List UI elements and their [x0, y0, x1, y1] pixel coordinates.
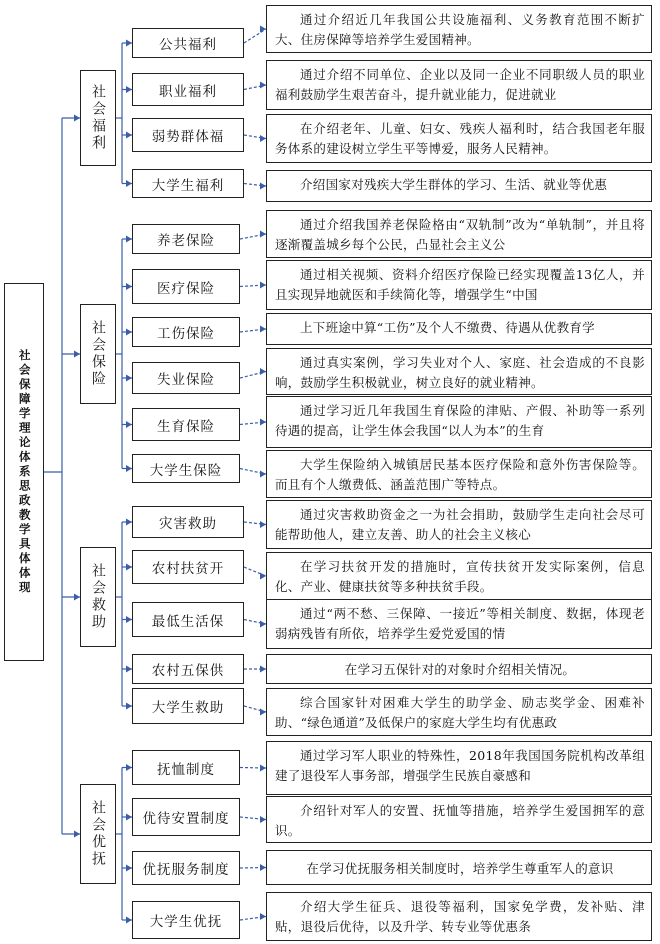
- item-box: [132, 362, 240, 394]
- item-box: [132, 28, 244, 58]
- description-text: 在学习优抚服务相关制度时，培养学生尊重军人的意识: [266, 850, 652, 885]
- item-label: 失业保险: [157, 372, 215, 388]
- description-text: 通过“两不愁、三保障、一接近”等相关制度、数据，体现老弱病残皆有所依，培养学生爱党爱国的情: [266, 599, 652, 649]
- item-box: [132, 506, 244, 538]
- item-box: [132, 550, 244, 584]
- item-label: 优抚服务制度: [142, 862, 230, 878]
- item-box: [132, 851, 240, 885]
- description-text: 通过学习近几年我国生育保险的津贴、产假、补助等一系列待遇的提高，让学生体会我国“以人为本”的生育: [266, 396, 652, 448]
- description-text: 通过相关视频、资料介绍医疗保险已经实现覆盖13亿人，并且实现异地就医和手续简化等，增强学生“中国: [266, 260, 652, 310]
- item-label: 大学生救助: [151, 700, 225, 716]
- category-label: 社会福利: [90, 84, 106, 152]
- description-text: 通过介绍我国养老保险格由“双轨制”改为“单轨制”，并且将逐渐覆盖城乡每个公民，凸显社会主义公: [266, 210, 652, 258]
- item-box: [132, 454, 240, 483]
- item-box: [132, 73, 244, 106]
- item-box: [132, 269, 240, 304]
- description-text: 大学生保险纳入城镇居民基本医疗保险和意外伤害保险等。而且有个人缴费低、涵盖范围广等特点。: [266, 450, 652, 498]
- description-text: 在学习扶贫开发的措施时，宣传扶贫开发实际案例，信息化、产业、健康扶贫等多种扶贫手段。: [266, 552, 652, 600]
- item-box: [132, 169, 244, 198]
- description-text: 通过真实案例，学习失业对个人、家庭、社会造成的不良影响，鼓励学生积极就业，树立良好的就业精神。: [266, 348, 652, 395]
- category-box: [80, 70, 116, 166]
- item-box: [132, 224, 240, 254]
- item-box: [132, 688, 244, 724]
- category-box: [80, 304, 116, 404]
- item-label: 职业福利: [159, 83, 217, 100]
- item-label: 公共福利: [159, 37, 217, 53]
- item-label: 医疗保险: [157, 280, 215, 297]
- item-label: 农村扶贫开: [151, 561, 225, 577]
- item-label: 弱势群体福: [151, 129, 225, 145]
- description-text: 在介绍老年、儿童、妇女、残疾人福利时，结合我国老年服务体系的建设树立学生平等博爱，服务人民精神。: [266, 114, 652, 163]
- category-label: 社会救助: [90, 563, 106, 631]
- item-label: 工伤保险: [157, 326, 215, 342]
- item-label: 农村五保供: [151, 663, 225, 679]
- item-box: [132, 798, 240, 836]
- category-label: 社会保险: [90, 320, 106, 388]
- description-text: 上下班途中算“工伤”及个人不缴费、待遇从优教育学: [266, 313, 652, 345]
- item-label: 最低生活保: [151, 613, 225, 630]
- description-text: 综合国家针对困难大学生的助学金、励志奖学金、困难补助、“绿色通道”及低保户的家庭大学生均有优惠政: [266, 688, 652, 736]
- description-text: 通过灾害救助资金之一为社会捐助，鼓励学生走向社会尽可能帮助他人，建立友善、助人的社会主义核心: [266, 500, 652, 549]
- item-box: [132, 408, 240, 441]
- item-label: 大学生福利: [151, 177, 225, 194]
- description-text: 介绍国家对残疾大学生群体的学习、生活、就业等优惠: [266, 170, 652, 202]
- item-box: [132, 901, 240, 939]
- item-label: 抚恤制度: [157, 761, 215, 778]
- item-box: [132, 317, 240, 347]
- item-box: [132, 118, 244, 152]
- item-label: 灾害救助: [159, 516, 217, 532]
- category-label: 社会优抚: [90, 800, 106, 868]
- root-title: 社会保障学理论体系思政教学具体体现: [17, 348, 32, 596]
- item-label: 优待安置制度: [142, 811, 230, 827]
- item-label: 生育保险: [157, 418, 215, 435]
- description-text: 介绍大学生征兵、退役等福利，国家免学费，发补贴、津贴，退役后优待，以及升学、转专业等优惠条: [266, 892, 652, 941]
- item-label: 大学生保险: [149, 462, 223, 479]
- category-box: [80, 547, 116, 647]
- item-box: [132, 602, 244, 637]
- description-text: 通过介绍近几年我国公共设施福利、义务教育范围不断扩大、住房保障等培养学生爱国精神。: [266, 5, 652, 53]
- item-label: 大学生优抚: [149, 914, 223, 930]
- description-text: 介绍针对军人的安置、抚恤等措施，培养学生爱国拥军的意识。: [266, 796, 652, 843]
- description-text: 通过学习军人职业的特殊性，2018年我国国务院机构改革组建了退役军人事务部，增强学生民族自豪感和: [266, 741, 652, 795]
- description-connector: [244, 29, 266, 43]
- item-box: [132, 750, 240, 785]
- item-box: [132, 654, 244, 684]
- item-label: 养老保险: [157, 233, 215, 249]
- description-text: 在学习五保针对的对象时介绍相关情况。: [266, 654, 652, 684]
- category-box: [80, 784, 116, 884]
- root-box: [4, 283, 44, 661]
- description-text: 通过介绍不同单位、企业以及同一企业不同职级人员的职业福利鼓励学生艰苦奋斗，提升就业能力，促进就业: [266, 60, 652, 110]
